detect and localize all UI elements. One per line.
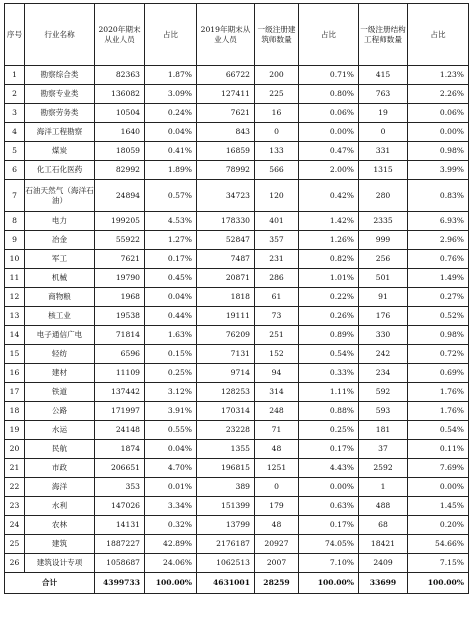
table-row — [5, 554, 469, 573]
cell-seq: 11 — [5, 269, 25, 288]
cell-share-2020: 0.01% — [145, 478, 197, 497]
table-row — [5, 478, 469, 497]
table-row — [5, 307, 469, 326]
cell-employees-2020: 10504 — [95, 104, 145, 123]
cell-employees-2020: 1874 — [95, 440, 145, 459]
total-row — [5, 573, 469, 594]
table-row — [5, 535, 469, 554]
cell-industry: 海洋工程勘察 — [25, 123, 95, 142]
cell-industry: 冶金 — [25, 231, 95, 250]
cell-seq: 22 — [5, 478, 25, 497]
cell-structural-share: 0.54% — [408, 421, 469, 440]
table-row — [5, 180, 469, 212]
cell-industry: 建筑设计专项 — [25, 554, 95, 573]
cell-share-2020: 0.45% — [145, 269, 197, 288]
cell-seq: 5 — [5, 142, 25, 161]
cell-share-2020: 0.25% — [145, 364, 197, 383]
cell-share-2020: 0.15% — [145, 345, 197, 364]
cell-employees-2020: 7621 — [95, 250, 145, 269]
cell-structural-count: 0 — [359, 123, 408, 142]
cell-structural-count: 2335 — [359, 212, 408, 231]
cell-structural-share: 0.83% — [408, 180, 469, 212]
cell-structural-count: 1 — [359, 478, 408, 497]
cell-structural-share: 1.45% — [408, 497, 469, 516]
cell-architect-count: 200 — [255, 66, 299, 85]
table-row — [5, 269, 469, 288]
cell-structural-count: 592 — [359, 383, 408, 402]
cell-structural-count: 415 — [359, 66, 408, 85]
cell-seq: 18 — [5, 402, 25, 421]
cell-structural-share: 1.76% — [408, 402, 469, 421]
cell-share-2020: 1.27% — [145, 231, 197, 250]
table-row — [5, 288, 469, 307]
cell-structural-count: 176 — [359, 307, 408, 326]
cell-seq: 1 — [5, 66, 25, 85]
cell-structural-count: 330 — [359, 326, 408, 345]
cell-architect-count: 1251 — [255, 459, 299, 478]
cell-share-2020: 3.09% — [145, 85, 197, 104]
table-header — [5, 4, 469, 66]
total-employees-2020: 4399733 — [95, 573, 145, 594]
cell-share-2020: 0.04% — [145, 123, 197, 142]
cell-employees-2020: 55922 — [95, 231, 145, 250]
cell-architect-count: 71 — [255, 421, 299, 440]
table-body — [5, 66, 469, 594]
cell-share-2020: 0.57% — [145, 180, 197, 212]
cell-employees-2019: 170314 — [197, 402, 255, 421]
cell-employees-2020: 19790 — [95, 269, 145, 288]
cell-industry: 核工业 — [25, 307, 95, 326]
cell-employees-2019: 34723 — [197, 180, 255, 212]
cell-structural-share: 1.49% — [408, 269, 469, 288]
cell-structural-count: 256 — [359, 250, 408, 269]
cell-architect-share: 2.00% — [299, 161, 359, 180]
cell-share-2020: 0.55% — [145, 421, 197, 440]
cell-share-2020: 0.32% — [145, 516, 197, 535]
cell-employees-2019: 1818 — [197, 288, 255, 307]
cell-structural-share: 2.96% — [408, 231, 469, 250]
cell-employees-2019: 127411 — [197, 85, 255, 104]
cell-share-2020: 0.04% — [145, 440, 197, 459]
cell-share-2020: 0.41% — [145, 142, 197, 161]
cell-industry: 水运 — [25, 421, 95, 440]
cell-share-2020: 0.44% — [145, 307, 197, 326]
cell-structural-count: 242 — [359, 345, 408, 364]
cell-structural-share: 0.20% — [408, 516, 469, 535]
table-row — [5, 85, 469, 104]
cell-employees-2019: 76209 — [197, 326, 255, 345]
cell-structural-count: 181 — [359, 421, 408, 440]
cell-structural-count: 488 — [359, 497, 408, 516]
cell-employees-2020: 206651 — [95, 459, 145, 478]
cell-structural-count: 1315 — [359, 161, 408, 180]
cell-architect-share: 0.17% — [299, 516, 359, 535]
cell-architect-count: 248 — [255, 402, 299, 421]
cell-architect-share: 1.42% — [299, 212, 359, 231]
cell-structural-count: 18421 — [359, 535, 408, 554]
table-row — [5, 104, 469, 123]
cell-architect-share: 1.11% — [299, 383, 359, 402]
cell-structural-share: 0.69% — [408, 364, 469, 383]
cell-employees-2019: 128253 — [197, 383, 255, 402]
cell-employees-2019: 66722 — [197, 66, 255, 85]
header-architect-count: 一级注册建筑师数量 — [255, 4, 299, 66]
cell-industry: 勘察专业类 — [25, 85, 95, 104]
cell-seq: 8 — [5, 212, 25, 231]
total-employees-2019: 4631001 — [197, 573, 255, 594]
header-employees-2020: 2020年期末从业人员 — [95, 4, 145, 66]
cell-seq: 14 — [5, 326, 25, 345]
table-row — [5, 516, 469, 535]
cell-architect-share: 1.01% — [299, 269, 359, 288]
cell-seq: 21 — [5, 459, 25, 478]
table-row — [5, 364, 469, 383]
total-structural-count: 33699 — [359, 573, 408, 594]
cell-structural-share: 0.06% — [408, 104, 469, 123]
cell-industry: 海洋 — [25, 478, 95, 497]
cell-architect-share: 0.82% — [299, 250, 359, 269]
cell-structural-share: 3.99% — [408, 161, 469, 180]
cell-architect-share: 0.26% — [299, 307, 359, 326]
cell-architect-share: 0.54% — [299, 345, 359, 364]
cell-employees-2019: 843 — [197, 123, 255, 142]
cell-employees-2020: 147026 — [95, 497, 145, 516]
cell-employees-2020: 18059 — [95, 142, 145, 161]
cell-industry: 农林 — [25, 516, 95, 535]
cell-structural-share: 6.93% — [408, 212, 469, 231]
cell-seq: 10 — [5, 250, 25, 269]
cell-seq: 23 — [5, 497, 25, 516]
cell-seq: 4 — [5, 123, 25, 142]
cell-employees-2019: 196815 — [197, 459, 255, 478]
cell-structural-share: 7.15% — [408, 554, 469, 573]
cell-employees-2019: 16859 — [197, 142, 255, 161]
cell-architect-count: 314 — [255, 383, 299, 402]
cell-industry: 建筑 — [25, 535, 95, 554]
cell-industry: 轻纺 — [25, 345, 95, 364]
cell-architect-share: 0.00% — [299, 123, 359, 142]
cell-employees-2020: 14131 — [95, 516, 145, 535]
cell-industry: 电子通信广电 — [25, 326, 95, 345]
cell-share-2020: 0.04% — [145, 288, 197, 307]
cell-share-2020: 24.06% — [145, 554, 197, 573]
cell-industry: 勘察综合类 — [25, 66, 95, 85]
table-row — [5, 142, 469, 161]
cell-employees-2019: 7487 — [197, 250, 255, 269]
cell-structural-share: 0.27% — [408, 288, 469, 307]
cell-share-2020: 0.24% — [145, 104, 197, 123]
cell-seq: 17 — [5, 383, 25, 402]
cell-architect-count: 20927 — [255, 535, 299, 554]
cell-seq: 3 — [5, 104, 25, 123]
cell-seq: 24 — [5, 516, 25, 535]
cell-structural-count: 501 — [359, 269, 408, 288]
cell-architect-count: 566 — [255, 161, 299, 180]
cell-architect-share: 0.06% — [299, 104, 359, 123]
cell-seq: 7 — [5, 180, 25, 212]
cell-structural-count: 331 — [359, 142, 408, 161]
header-architect-share: 占比 — [299, 4, 359, 66]
cell-share-2020: 42.89% — [145, 535, 197, 554]
cell-architect-share: 0.33% — [299, 364, 359, 383]
cell-seq: 2 — [5, 85, 25, 104]
table-row — [5, 326, 469, 345]
cell-architect-count: 251 — [255, 326, 299, 345]
table-row — [5, 402, 469, 421]
cell-structural-count: 37 — [359, 440, 408, 459]
cell-structural-count: 280 — [359, 180, 408, 212]
cell-industry: 公路 — [25, 402, 95, 421]
cell-employees-2020: 199205 — [95, 212, 145, 231]
cell-architect-count: 2007 — [255, 554, 299, 573]
cell-structural-count: 19 — [359, 104, 408, 123]
cell-architect-count: 48 — [255, 516, 299, 535]
cell-structural-share: 54.66% — [408, 535, 469, 554]
cell-structural-share: 0.00% — [408, 123, 469, 142]
cell-architect-count: 61 — [255, 288, 299, 307]
cell-seq: 15 — [5, 345, 25, 364]
cell-industry: 勘察劳务类 — [25, 104, 95, 123]
cell-industry: 电力 — [25, 212, 95, 231]
cell-seq: 6 — [5, 161, 25, 180]
cell-structural-share: 0.00% — [408, 478, 469, 497]
cell-employees-2020: 82363 — [95, 66, 145, 85]
cell-employees-2020: 71814 — [95, 326, 145, 345]
cell-architect-share: 7.10% — [299, 554, 359, 573]
cell-employees-2020: 1968 — [95, 288, 145, 307]
cell-structural-count: 593 — [359, 402, 408, 421]
cell-structural-count: 91 — [359, 288, 408, 307]
cell-employees-2019: 389 — [197, 478, 255, 497]
cell-structural-share: 2.26% — [408, 85, 469, 104]
cell-seq: 12 — [5, 288, 25, 307]
total-structural-share: 100.00% — [408, 573, 469, 594]
cell-seq: 26 — [5, 554, 25, 573]
cell-industry: 铁道 — [25, 383, 95, 402]
table-row — [5, 345, 469, 364]
header-employees-2019: 2019年期末从业人员 — [197, 4, 255, 66]
cell-structural-count: 2409 — [359, 554, 408, 573]
cell-employees-2019: 178330 — [197, 212, 255, 231]
table-row — [5, 421, 469, 440]
cell-seq: 20 — [5, 440, 25, 459]
cell-structural-count: 68 — [359, 516, 408, 535]
statistics-table-sheet — [4, 3, 468, 629]
cell-employees-2019: 19111 — [197, 307, 255, 326]
total-label: 合计 — [5, 573, 95, 594]
cell-employees-2020: 1640 — [95, 123, 145, 142]
cell-structural-share: 0.11% — [408, 440, 469, 459]
cell-employees-2019: 151399 — [197, 497, 255, 516]
header-share-2020: 占比 — [145, 4, 197, 66]
cell-employees-2019: 23228 — [197, 421, 255, 440]
cell-industry: 市政 — [25, 459, 95, 478]
cell-structural-count: 234 — [359, 364, 408, 383]
table-row — [5, 123, 469, 142]
cell-employees-2019: 78992 — [197, 161, 255, 180]
cell-architect-share: 0.42% — [299, 180, 359, 212]
cell-employees-2020: 1887227 — [95, 535, 145, 554]
cell-architect-share: 0.17% — [299, 440, 359, 459]
cell-industry: 化工石化医药 — [25, 161, 95, 180]
cell-architect-share: 4.43% — [299, 459, 359, 478]
table-row — [5, 161, 469, 180]
cell-architect-share: 0.80% — [299, 85, 359, 104]
cell-employees-2019: 52847 — [197, 231, 255, 250]
cell-employees-2020: 6596 — [95, 345, 145, 364]
header-industry: 行业名称 — [25, 4, 95, 66]
cell-structural-share: 0.52% — [408, 307, 469, 326]
table-row — [5, 66, 469, 85]
cell-structural-share: 0.98% — [408, 326, 469, 345]
cell-employees-2019: 13799 — [197, 516, 255, 535]
cell-industry: 煤炭 — [25, 142, 95, 161]
cell-architect-count: 16 — [255, 104, 299, 123]
cell-seq: 16 — [5, 364, 25, 383]
cell-architect-share: 0.22% — [299, 288, 359, 307]
cell-architect-share: 0.89% — [299, 326, 359, 345]
cell-employees-2020: 136082 — [95, 85, 145, 104]
cell-employees-2020: 19538 — [95, 307, 145, 326]
cell-architect-count: 73 — [255, 307, 299, 326]
cell-employees-2019: 1062513 — [197, 554, 255, 573]
cell-employees-2020: 353 — [95, 478, 145, 497]
cell-industry: 民航 — [25, 440, 95, 459]
cell-architect-count: 0 — [255, 123, 299, 142]
cell-architect-count: 133 — [255, 142, 299, 161]
header-structural-count: 一级注册结构工程师数量 — [359, 4, 408, 66]
cell-employees-2020: 11109 — [95, 364, 145, 383]
table-row — [5, 250, 469, 269]
total-architect-count: 28259 — [255, 573, 299, 594]
cell-seq: 19 — [5, 421, 25, 440]
cell-structural-count: 2592 — [359, 459, 408, 478]
table-row — [5, 212, 469, 231]
table-row — [5, 383, 469, 402]
total-share-2020: 100.00% — [145, 573, 197, 594]
cell-industry: 水利 — [25, 497, 95, 516]
table-row — [5, 497, 469, 516]
cell-industry: 商物粮 — [25, 288, 95, 307]
cell-structural-share: 7.69% — [408, 459, 469, 478]
cell-employees-2020: 171997 — [95, 402, 145, 421]
cell-employees-2019: 9714 — [197, 364, 255, 383]
cell-architect-count: 120 — [255, 180, 299, 212]
cell-architect-count: 0 — [255, 478, 299, 497]
cell-share-2020: 4.53% — [145, 212, 197, 231]
cell-architect-count: 48 — [255, 440, 299, 459]
table-row — [5, 459, 469, 478]
cell-seq: 25 — [5, 535, 25, 554]
cell-employees-2019: 1355 — [197, 440, 255, 459]
cell-structural-share: 0.72% — [408, 345, 469, 364]
header-structural-share: 占比 — [408, 4, 469, 66]
cell-share-2020: 1.87% — [145, 66, 197, 85]
cell-industry: 建材 — [25, 364, 95, 383]
cell-architect-share: 74.05% — [299, 535, 359, 554]
cell-architect-count: 179 — [255, 497, 299, 516]
cell-structural-share: 0.76% — [408, 250, 469, 269]
cell-architect-share: 0.71% — [299, 66, 359, 85]
cell-structural-share: 0.98% — [408, 142, 469, 161]
cell-employees-2019: 7131 — [197, 345, 255, 364]
cell-employees-2020: 1058687 — [95, 554, 145, 573]
cell-industry: 机械 — [25, 269, 95, 288]
cell-employees-2019: 20871 — [197, 269, 255, 288]
cell-share-2020: 3.91% — [145, 402, 197, 421]
cell-employees-2020: 24894 — [95, 180, 145, 212]
cell-industry: 军工 — [25, 250, 95, 269]
cell-architect-count: 357 — [255, 231, 299, 250]
cell-share-2020: 0.17% — [145, 250, 197, 269]
cell-share-2020: 4.70% — [145, 459, 197, 478]
header-seq: 序号 — [5, 4, 25, 66]
cell-employees-2019: 2176187 — [197, 535, 255, 554]
cell-employees-2020: 82992 — [95, 161, 145, 180]
cell-share-2020: 1.89% — [145, 161, 197, 180]
cell-architect-count: 231 — [255, 250, 299, 269]
total-architect-share: 100.00% — [299, 573, 359, 594]
cell-architect-count: 152 — [255, 345, 299, 364]
cell-architect-count: 94 — [255, 364, 299, 383]
table-row — [5, 440, 469, 459]
cell-industry: 石油天然气（海洋石油） — [25, 180, 95, 212]
cell-architect-share: 0.63% — [299, 497, 359, 516]
cell-employees-2020: 137442 — [95, 383, 145, 402]
cell-architect-share: 0.88% — [299, 402, 359, 421]
cell-share-2020: 3.34% — [145, 497, 197, 516]
cell-employees-2020: 24148 — [95, 421, 145, 440]
cell-employees-2019: 7621 — [197, 104, 255, 123]
cell-architect-share: 0.00% — [299, 478, 359, 497]
cell-share-2020: 1.63% — [145, 326, 197, 345]
cell-structural-share: 1.76% — [408, 383, 469, 402]
cell-architect-count: 225 — [255, 85, 299, 104]
cell-architect-count: 401 — [255, 212, 299, 231]
industry-statistics-table — [4, 3, 469, 594]
cell-architect-share: 1.26% — [299, 231, 359, 250]
cell-architect-count: 286 — [255, 269, 299, 288]
cell-structural-share: 1.23% — [408, 66, 469, 85]
cell-seq: 13 — [5, 307, 25, 326]
cell-share-2020: 3.12% — [145, 383, 197, 402]
cell-architect-share: 0.25% — [299, 421, 359, 440]
cell-structural-count: 763 — [359, 85, 408, 104]
cell-structural-count: 999 — [359, 231, 408, 250]
table-row — [5, 231, 469, 250]
cell-seq: 9 — [5, 231, 25, 250]
cell-architect-share: 0.47% — [299, 142, 359, 161]
header-row — [5, 4, 469, 66]
